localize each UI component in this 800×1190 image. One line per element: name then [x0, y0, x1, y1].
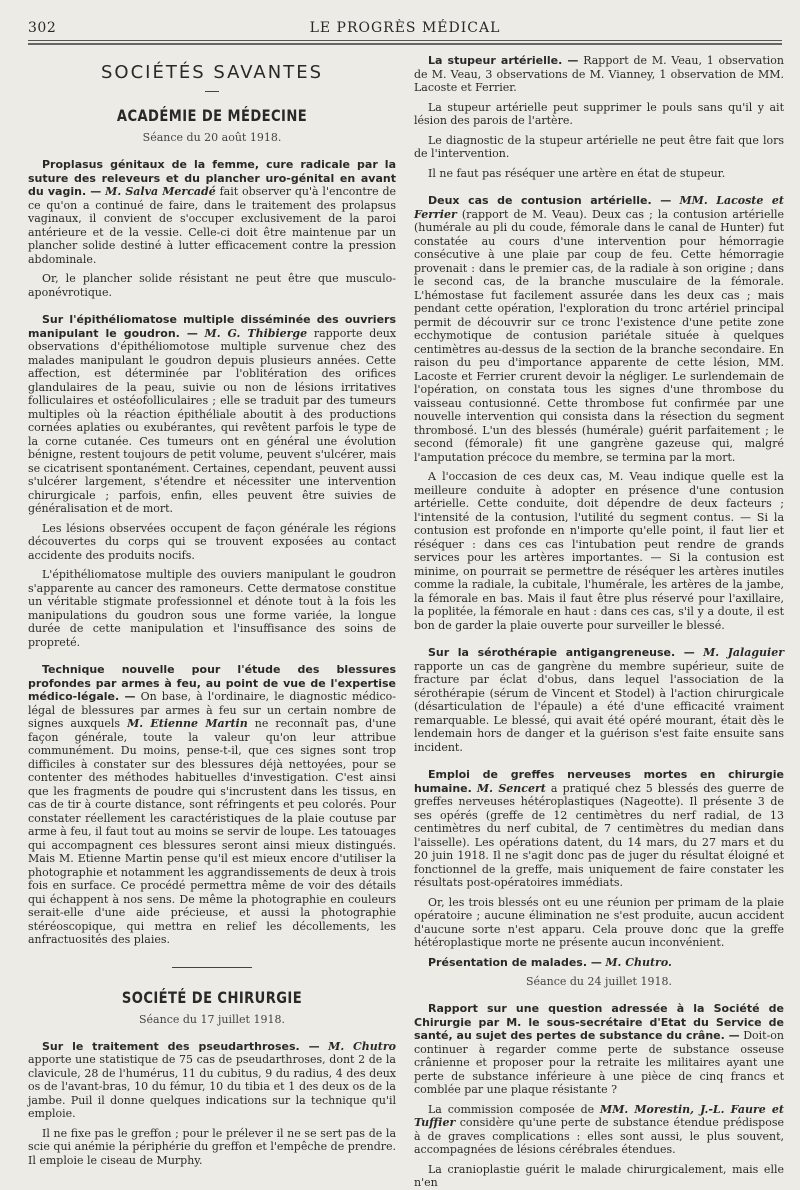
paragraph: Le diagnostic de la stupeur artérielle ne peut être fait que lors de l'intervention. [414, 133, 784, 160]
paragraph: Il ne faut pas réséquer une artère en état de stupeur. [428, 166, 726, 180]
article-title: La stupeur artérielle. — [428, 54, 579, 67]
journal-title: LE PROGRÈS MÉDICAL [309, 20, 501, 36]
article-text: (rapport de M. Veau). Deux cas ; la contusion artérielle (humérale au pli du coude, fémorale dans le canal de Hunter) fut constatée au cours d'une intervention pour hémorragie consécutive à une plaie par coup de feu. Cette hémorragie provenait : dans le premier cas, de la radiale à son origine ; dans le second cas, de la branche musculaire de la fémorale. L'hémostase fut facilement assurée dans les deux cas ; mais pendant cette opération, l'exploration du tronc artériel principal permit de découvrir sur ce tronc l'existence d'une petite zone ecchymotique de contusion pariétale située à quelques centimètres au-dessus de la section de la branche secondaire. En raison du peu d'importance apparente de cette lésion, MM. Lacoste et Ferrier crurent devoir la négliger. Le surlendemain de l'opération, on constata tous les signes d'une thrombose du vaisseau contusionné. Cette thrombose fut confirmée par une nouvelle intervention qui consista dans la résection du segment thrombosé. L'un des blessés (humérale) guérit parfaitement ; le second (fémorale) fit une gangrène gazeuse qui, malgré l'amputation précoce du membre, se termina par la mort. [414, 207, 785, 464]
article-title: Sur la sérothérapie antigangreneuse. — [428, 646, 695, 659]
article-text: rapporte un cas de gangrène du membre supérieur, suite de fracture par éclat d'obus, dans lequel l'association de la sérothérapie (sérum de Vincent et Stodel) à l'action chirurgicale (désarticulation de l'épaule) a été d'une efficacité vraiment remarquable. Le blessé, qui avait été opéré mourant, était dès le lendemain hors de danger et la guérison s'est faite ensuite sans incident. [414, 659, 784, 754]
article-text: Doit-on continuer à regarder comme perte de substance osseuse crânienne et proposer pour la retraite les militaires ayant une perte de substance inférieure à une pièce de cinq francs et comblée par une plaque résistante ? [414, 1029, 784, 1096]
article-title: Deux cas de contusion artérielle. — [428, 194, 672, 207]
article-text: Rapport de M. Veau, 1 observation de M. Veau, 3 observations de M. Vianney, 1 observation de MM. Lacoste et Ferrier. [414, 54, 784, 94]
paragraph: A l'occasion de ces deux cas, M. Veau indique quelle est la meilleure conduite à adopter en présence d'une contusion artérielle. Cette conduite, doit dépendre de deux facteurs ; l'intensité de la contusion, l'utilité du segment contus. — Si la contusion est profonde en n'importe qu'elle point, il faut lier et réséquer : dans ces cas l'intubation peut rendre de grands services pour les artères importantes. — Si la contusion est minime, on pourrait se permettre de réséquer les artères inutiles comme la radiale, la cubitale, l'humérale, les artères de la jambe, la fémorale en bas. Mais il faut être plus réservé pour l'axillaire, la poplitée, la fémorale en haut : dans ces cas, s'il y a doute, il est bon de garder la plaie ouverte pour surveiller le blessé. [414, 470, 784, 632]
article-author: M. Jalaguier [703, 646, 784, 659]
page-number: 302 [28, 20, 57, 36]
article-title: Emploi de greffes nerveuses mortes en chirurgie humaine. [414, 768, 784, 795]
article-author: M. Salva Mercadé [105, 185, 216, 198]
article-title: Présentation de malades. — [428, 955, 602, 969]
header-rule [28, 40, 782, 41]
article-epitheliomatose [28, 313, 396, 516]
article-text: apporte une statistique de 75 cas de pseudarthroses, dont 2 de la clavicule, 28 de l'humérus, 11 du cubitus, 9 du radius, 4 des deux os de l'avant-bras, 10 du fémur, 10 du tibia et 1 des deux os de la jambe. Puil il donne quelques indications sur la technique qu'il emploie. [28, 1053, 396, 1120]
article-author: MM. Morestin, J.-L. Faure et Tuffier [414, 1102, 785, 1129]
article-author: M. Etienne Martin [127, 717, 248, 730]
paragraph: Il ne fixe pas le greffon ; pour le prélever il ne se sert pas de la scie qui anémie la périphérie du greffon et l'empêche de prendre. Il emploie le ciseau de Murphy. [28, 1126, 396, 1167]
paragraph: Les lésions observées occupent de façon générale les régions découvertes du corps qui se trouvent exposées au contact accidente des produits nocifs. [28, 521, 396, 562]
article-author: M. Chutro [328, 1039, 396, 1053]
article-author: M. Sencert [476, 781, 546, 795]
article-title: Rapport sur une question adressée à la Société de Chirurgie par M. le sous-secrétaire d'Etat du Service de santé, au sujet des pertes de substance du crâne. — [414, 1002, 784, 1042]
article-contusion [414, 194, 784, 464]
article-presentation [414, 956, 784, 970]
divider [172, 967, 252, 968]
page-header [28, 16, 782, 40]
article-author: M. Chutro. [605, 955, 672, 969]
session-date: Séance du 20 août 1918. [142, 131, 282, 144]
article-title: Technique nouvelle pour l'étude des blessures profondes par armes à feu, au point de vue de l'expertise médico-légale. — [28, 663, 396, 703]
paragraph: La cranioplastie guérit le malade chirurgicalement, mais elle n'en [414, 1162, 784, 1189]
article-technique [28, 663, 396, 947]
article-author: M. G. Thibierge [204, 326, 308, 340]
academy-heading: ACADÉMIE DE MÉDECINE [116, 106, 308, 125]
article-text: considère qu'une perte de substance étendue prédispose à de graves complications : elles sont aussi, le plus souvent, accompagnées de lésions cérébrales étendues. [414, 1116, 785, 1156]
paragraph [414, 1103, 784, 1157]
session-date: Séance du 24 juillet 1918. [526, 975, 672, 988]
article-text: On base, à l'ordinaire, le diagnostic médico-légal de blessures par armes à feu sur un certain nombre de signes auxquels [28, 690, 397, 730]
paragraph: Or, le plancher solide résistant ne peut être que musculo-aponévrotique. [28, 272, 396, 299]
right-column [414, 54, 785, 1189]
article-serotherapie [414, 646, 784, 754]
article-text: fait observer qu'à l'encontre de ce qu'on a continué de faire, dans le traitement des prolapsus vaginaux, il convient de s'occuper exclusivement de la paroi antérieure et de la vessie. Celle-ci doit être maintenue par un plancher solide destiné à lutter efficacement contre la pression abdominale. [28, 185, 397, 266]
surgery-heading: SOCIÉTÉ DE CHIRURGIE [121, 987, 303, 1007]
article-text: La commission composée de [428, 1102, 595, 1116]
header-rule-double [28, 43, 782, 45]
article-author: MM. Lacoste et Ferrier [414, 194, 785, 221]
session-date: Séance du 17 juillet 1918. [139, 1012, 285, 1026]
article-stupeur [414, 54, 784, 95]
section-title: SOCIÉTÉS SAVANTES [100, 62, 323, 83]
paragraph: L'épithéliomatose multiple des ouviers manipulant le goudron s'apparente au cancer des ramoneurs. Cette dermatose constitue un véritable stigmate professionnel et dénote tout à la fois les manipulations du goudron sous une forme variée, la longue durée de cette manipulation et l'insuffisance des soins de propreté. [28, 568, 396, 649]
article-greffes [414, 768, 784, 890]
article-proplasus [28, 158, 396, 266]
divider [205, 91, 219, 92]
article-text: ne reconnaît pas, d'une façon générale, toute la valeur qu'on leur attribue communément. Du moins, pense-t-il, que ces signes sont trop difficiles à constater sur des blessures déjà nettoyées, pour se contenter des méthodes habituelles d'investigation. C'est ainsi que les fragments de poudre qui s'incrustent dans les tissus, en cas de tir à courte distance, sont réfringents et peu colorés. Pour constater réellement les caractéristiques de la plaie coutuse par arme à feu, il faut tout au moins se servir de loupe. Les tatouages qui accompagnent ces blessures seront ainsi mieux distingués. Mais M. Etienne Martin pense qu'il est mieux encore d'utiliser la photographie et notamment les aggrandissements de deux à trois fois en surface. Ce procédé permettra même de voir des détails qui échappent à nos sens. De même la photographie en couleurs serait-elle d'une aide précieuse, et aussi la photographie stéréoscopique, qui mettra en relief les décollements, les anfractuosités des plaies. [28, 717, 396, 946]
article-title: Proplasus génitaux de la femme, cure radicale par la suture des releveurs et du plancher uro-génital en avant du vagin. — [28, 158, 396, 198]
article-title: Sur l'épithéliomatose multiple disséminée des ouvriers manipulant le goudron. — [28, 313, 396, 340]
paragraph: Or, les trois blessés ont eu une réunion per primam de la plaie opératoire ; aucune élimination ne s'est produite, aucun accident d'aucune sorte n'est apparu. Cela prouve donc que la greffe hétéroplastique morte ne présente aucun inconvénient. [414, 895, 784, 949]
article-text: a pratiqué chez 5 blessés des guerre de greffes nerveuses hétéroplastiques (Nageotte). Il présente 3 de ses opérés (greffe de 12 centimètres du nerf radial, de 13 centimètres du nerf cubital, de 7 centimètres du median dans l'aisselle). Les opérations datent, du 14 mars, du 27 mars et du 20 juin 1918. Il ne s'agit donc pas de juger du résultat éloigné et fonctionnel de la greffe, mais uniquement de faire constater les résultats post-opératoires immédiats. [414, 781, 784, 889]
article-rapport [414, 1002, 784, 1097]
article-text: rapporte deux observations d'épithéliomotose multiple survenue chez des malades manipulant le goudron depuis plusieurs années. Cette affection, est déterminée par l'oblitération des orifices glandulaires de la peau, suivie ou non de lésions irritatives folliculaires et ostéofolliculaires ; elle se traduit par des tumeurs multiples où la réaction épithéliale aboutit à des productions cornées aplaties ou exubérantes, qui revêtent parfois le type de la corne cutanée. Ces tumeurs ont en général une évolution bénigne, restent toujours de petit volume, peuvent s'ulcérer, mais se cicatrisent spontanément. Certaines, cependant, peuvent aussi s'ulcérer largement, s'étendre et nécessiter une intervention chirurgicale ; parfois, enfin, elles peuvent être suivies de généralisation et de mort. [28, 326, 397, 515]
article-title: Sur le traitement des pseudarthroses. — [42, 1039, 320, 1053]
left-column [28, 54, 397, 1167]
paragraph: La stupeur artérielle peut supprimer le pouls sans qu'il y ait lésion des parois de l'artère. [414, 100, 784, 127]
article-pseudarthroses [28, 1040, 396, 1121]
